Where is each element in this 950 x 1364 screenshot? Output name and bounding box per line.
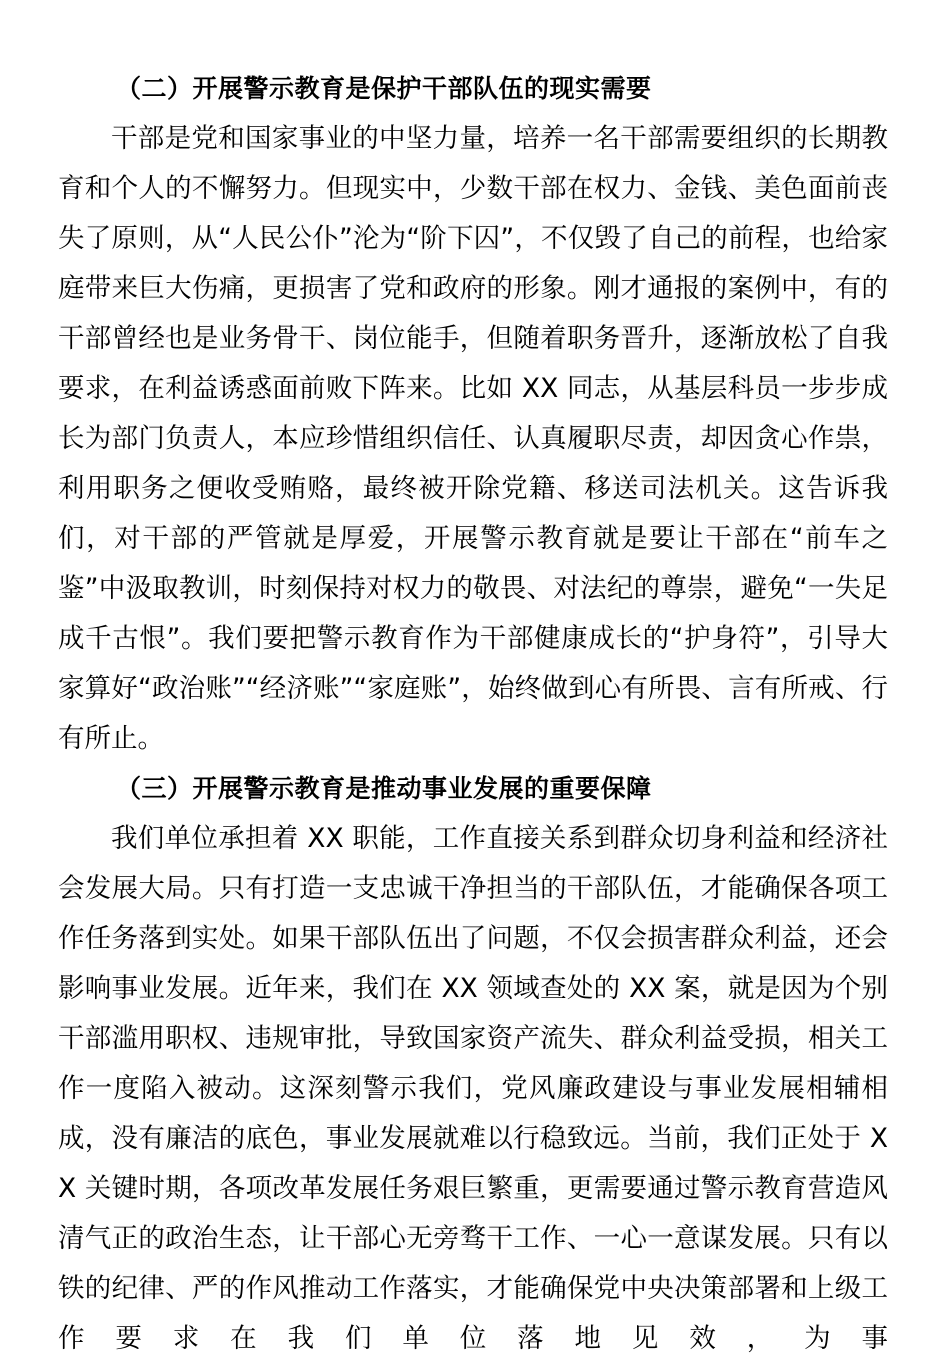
section-heading-2: （二）开展警示教育是保护干部队伍的现实需要	[116, 74, 652, 103]
document-body	[58, 64, 888, 1364]
section-paragraph-2: 干部是党和国家事业的中坚力量，培养一名干部需要组织的长期教育和个人的不懈努力。但现实中，少数干部在权力、金钱、美色面前丧失了原则，从“人民公仆”沦为“阶下囚”，不仅毁了自己的前程，也给家庭带来巨大伤痛，更损害了党和政府的形象。刚才通报的案例中，有的干部曾经也是业务骨干、岗位能手，但随着职务晋升，逐渐放松了自我要求，在利益诱惑面前败下阵来。比如 XX 同志，从基层科员一步步成长为部门负责人，本应珍惜组织信任、认真履职尽责，却因贪心作祟，利用职务之便收受贿赂，最终被开除党籍、移送司法机关。这告诉我们，对干部的严管就是厚爱，开展警示教育就是要让干部在“前车之鉴”中汲取教训，时刻保持对权力的敬畏、对法纪的尊崇，避免“一失足成千古恨”。我们要把警示教育作为干部健康成长的“护身符”，引导大家算好“政治账”“经济账”“家庭账”，始终做到心有所畏、言有所戒、行有所止。	[58, 123, 888, 754]
section-paragraph-3: 我们单位承担着 XX 职能，工作直接关系到群众切身利益和经济社会发展大局。只有打造一支忠诚干净担当的干部队伍，才能确保各项工作任务落到实处。如果干部队伍出了问题，不仅会损害群众利益，还会影响事业发展。近年来，我们在 XX 领域查处的 XX 案，就是因为个别干部滥用职权、违规审批，导致国家资产流失、群众利益受损，相关工作一度陷入被动。这深刻警示我们，党风廉政建设与事业发展相辅相成，没有廉洁的底色，事业发展就难以行稳致远。当前，我们正处于 XX 关键时期，各项改革发展任务艰巨繁重，更需要通过警示教育营造风清气正的政治生态，让干部心无旁骛干工作、一心一意谋发展。只有以铁的纪律、严的作风推动工作落实，才能确保党中央决策部署和上级工作要求在我们单位落地见效，为事	[58, 823, 888, 1354]
section-heading-3: （三）开展警示教育是推动事业发展的重要保障	[116, 774, 652, 803]
